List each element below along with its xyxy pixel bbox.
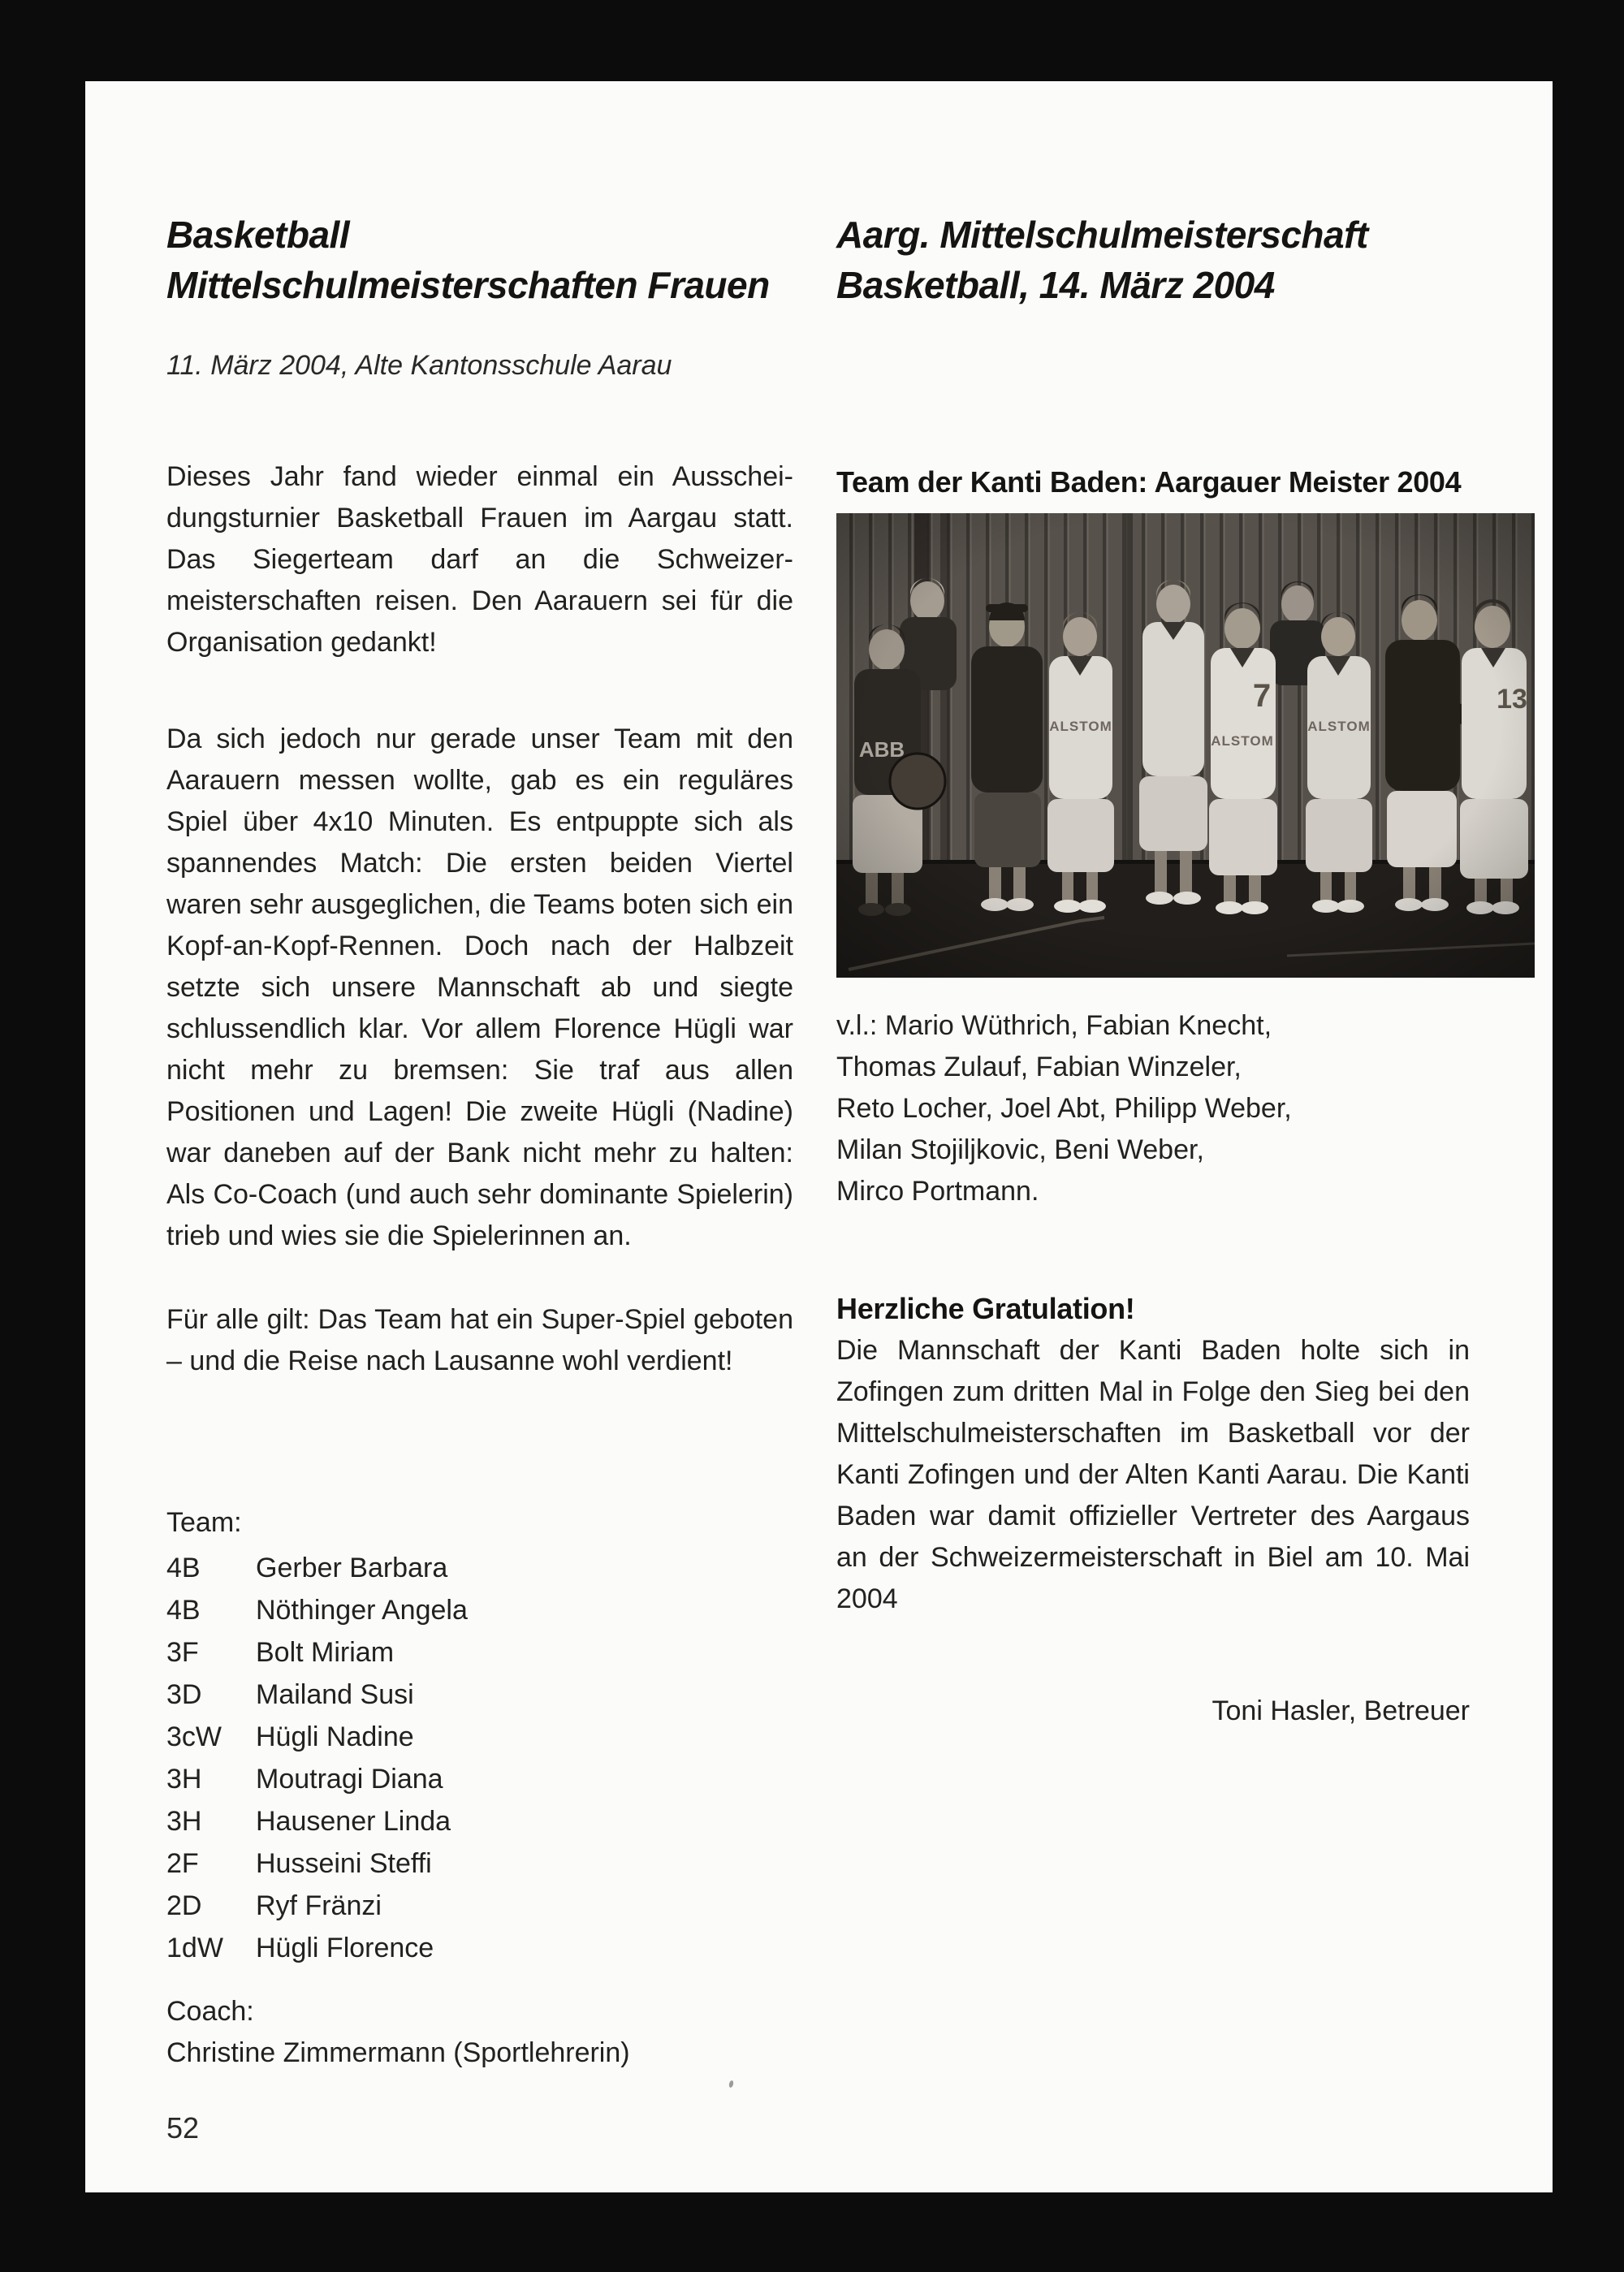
left-paragraph-2: Da sich jedoch nur gerade unser Team mit den Aarauern messen wollte, gab es ein reguläres Spiel über 4x10 Minuten. Es entpuppte sich als spannendes Match: Die ersten beiden Viertel waren sehr ausgeglichen, die Teams boten sich ein Kopf-an-Kopf-Rennen. Doch nach der Halbzeit setzte sich unsere Mannschaft ab und siegte schlussendlich klar. Vor allem Florence Hügli war nicht mehr zu bremsen: Sie traf aus allen Positionen und Lagen! Die zweite Hügli (Nadine) war daneben auf der Bank nicht mehr zu halten: Als Co-Coach (und auch sehr dominante Spielerin) trieb und wies sie die Spielerinnen an. [166, 723, 793, 1251]
congrats-heading: Herzliche Gratulation! [836, 1292, 1135, 1325]
team-name: Gerber Barbara [256, 1553, 448, 1583]
photo-names-line: Milan Stojiljkovic, Beni Weber, [836, 1134, 1204, 1165]
scan-speck-artifact [728, 2080, 734, 2088]
team-row [166, 1679, 793, 1721]
photo-title-caption: Team der Kanti Baden: Aargauer Meister 2004 [836, 465, 1462, 499]
right-heading-line2: Basketball, 14. März 2004 [836, 264, 1275, 306]
team-name: Hügli Florence [256, 1933, 434, 1963]
team-photo-illustration [836, 513, 1535, 978]
right-heading-line1: Aarg. Mittelschulmeisterschaft [836, 214, 1368, 256]
page-number: 52 [166, 2111, 200, 2145]
left-heading-line2: Mittelschulmeisterschaften Frauen [166, 264, 770, 306]
team-class: 3H [166, 1764, 202, 1795]
team-name: Mailand Susi [256, 1679, 414, 1710]
team-row [166, 1764, 793, 1806]
left-article-subheading: 11. März 2004, Alte Kantonsschule Aarau [166, 350, 672, 381]
team-photo [836, 513, 1535, 978]
left-heading-line1: Basketball [166, 214, 350, 256]
team-class: 2F [166, 1848, 199, 1879]
team-row [166, 1890, 793, 1933]
team-class: 4B [166, 1553, 201, 1583]
team-name: Husseini Steffi [256, 1848, 432, 1879]
team-row [166, 1806, 793, 1848]
team-name: Nöthinger Angela [256, 1595, 468, 1626]
photo-names-line: Mirco Portmann. [836, 1176, 1039, 1207]
team-list [166, 1553, 793, 1975]
left-paragraph-1: Dieses Jahr fand wieder einmal ein Ausscheidungsturnier Basketball Frauen im Aargau statt. Das Siegerteam darf an die Schweizermeisterschaften reisen. Den Aarauern sei für die Organisation gedankt! [166, 461, 793, 658]
team-row [166, 1848, 793, 1890]
team-class: 3cW [166, 1721, 222, 1752]
photo-names-line: v.l.: Mario Wüthrich, Fabian Knecht, [836, 1010, 1272, 1041]
team-name: Hügli Nadine [256, 1721, 414, 1752]
left-paragraph-3: Für alle gilt: Das Team hat ein Super-Spiel geboten – und die Reise nach Lausanne wohl verdient! [166, 1304, 793, 1376]
team-name: Hausener Linda [256, 1806, 451, 1837]
magazine-page [85, 81, 1553, 2192]
team-class: 1dW [166, 1933, 223, 1963]
team-class: 4B [166, 1595, 201, 1626]
author-byline: Toni Hasler, Betreuer [1212, 1695, 1470, 1726]
team-class: 3F [166, 1637, 199, 1668]
team-row [166, 1553, 793, 1595]
congrats-paragraph: Die Mannschaft der Kanti Baden holte sich in Zofingen zum dritten Mal in Folge den Sieg bei den Mittelschulmeisterschaften im Basketball vor der Kanti Zofingen und der Alten Kanti Aarau. Die Kanti Baden war damit offizieller Vertreter des Aargaus an der Schweizermeisterschaft in Biel am 10. Mai 2004 [836, 1335, 1470, 1614]
team-row [166, 1721, 793, 1764]
left-article-heading [166, 209, 816, 310]
team-name: Bolt Miriam [256, 1637, 395, 1668]
coach-name: Christine Zimmermann (Sportlehrerin) [166, 2037, 630, 2068]
coach-block [166, 1991, 793, 2074]
team-class: 3H [166, 1806, 202, 1837]
photo-names-line: Reto Locher, Joel Abt, Philipp Weber, [836, 1093, 1292, 1124]
team-class: 2D [166, 1890, 202, 1921]
photo-names-caption [836, 1005, 1486, 1212]
photo-names-line: Thomas Zulauf, Fabian Winzeler, [836, 1052, 1242, 1082]
team-class: 3D [166, 1679, 202, 1710]
team-row [166, 1933, 793, 1975]
coach-label: Coach: [166, 1996, 254, 2027]
team-name: Ryf Fränzi [256, 1890, 382, 1921]
photo-vignette [836, 513, 1535, 978]
team-row [166, 1637, 793, 1679]
team-list-label: Team: [166, 1507, 242, 1538]
team-name: Moutragi Diana [256, 1764, 443, 1795]
team-row [166, 1595, 793, 1637]
right-article-heading [836, 209, 1551, 310]
